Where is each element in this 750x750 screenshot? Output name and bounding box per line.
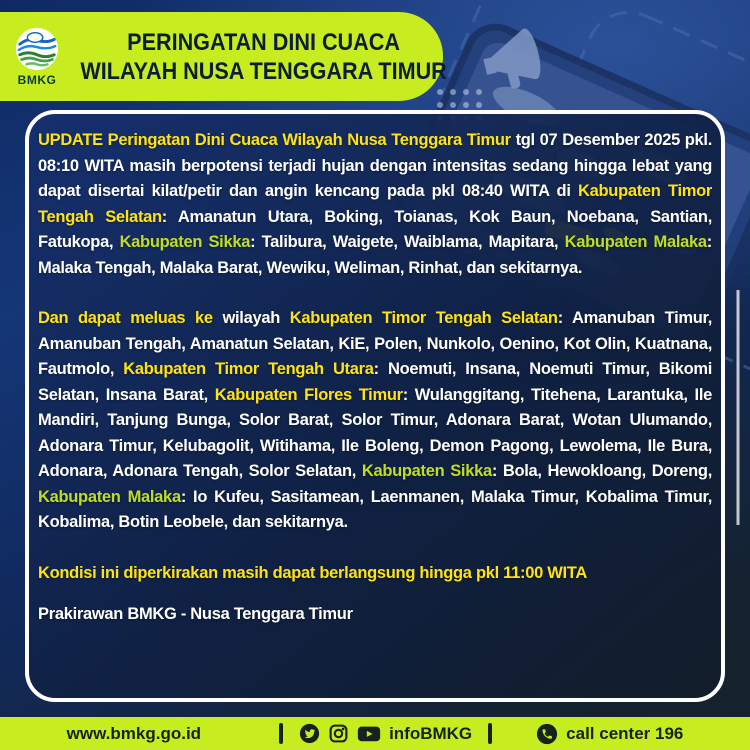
- website-link: www.bmkg.go.id: [66, 723, 202, 743]
- text-segment-white: : Wulanggitang, Titehena, Larantuka, Ile Mandiri, Tanjung Bunga, Solor Barat, Solor Timur, Adonara Barat, Wotan Ulumando, Adonara Timur, Kelubagolit, Witihama, Ile Boleng, Demon Pagong, Lewolema, Ile Bura, Adonara, Adonara Tengah, Solor Selatan,: [38, 385, 712, 480]
- warning-content-box: [25, 110, 725, 702]
- banner-title: [80, 28, 446, 86]
- phone-icon: [536, 723, 558, 745]
- footer-bar: [0, 717, 750, 750]
- text-segment-yellow: Kabupaten Timor Tengah Selatan: [38, 182, 712, 226]
- twitter-icon: [299, 723, 320, 744]
- validity-note: [38, 561, 712, 587]
- text-segment-white: : Amanuban Timur, Amanuban Tengah, Amanatun Selatan, KiE, Polen, Nunkolo, Oenino, Kot Olin, Kuatnana, Fautmolo,: [38, 309, 713, 378]
- youtube-icon: [357, 723, 381, 744]
- text-segment-yellow: Kabupaten Timor Tengah Selatan: [289, 309, 558, 327]
- text-segment-white: : Amanatun Utara, Boking, Toianas, Kok Baun, Noebana, Santian, Fatukopa,: [38, 207, 712, 251]
- text-segment-white: wilayah: [222, 309, 290, 327]
- footer-separator: [488, 723, 492, 744]
- text-segment-green: Kabupaten Sikka: [119, 233, 251, 251]
- text-segment-white: : Malaka Tengah, Malaka Barat, Wewiku, Weliman, Rinhat, dan sekitarnya.: [38, 233, 712, 277]
- text-segment-yellow: Kabupaten Timor Tengah Utara: [123, 360, 374, 378]
- forecaster-signature: [38, 602, 712, 628]
- text-segment-white: : Io Kufeu, Sasitamean, Laenmanen, Malaka Timur, Kobalima Timur, Kobalima, Botin Leobele, dan sekitarnya.: [38, 487, 713, 531]
- header-banner: [0, 12, 447, 101]
- footer-separator: [279, 723, 283, 744]
- text-segment-white: : Talibura, Waigete, Waiblama, Mapitara,: [250, 233, 565, 251]
- instagram-icon: [328, 723, 349, 744]
- text-segment-yellow: UPDATE Peringatan Dini Cuaca Wilayah Nusa Tenggara Timur: [38, 131, 511, 149]
- social-media-group: [299, 723, 472, 744]
- call-center-label: call center 196: [566, 723, 684, 743]
- warning-paragraph-current: [38, 128, 712, 281]
- text-segment-white: tgl 07 Desember 2025 pkl. 08:10 WITA masih berpotensi terjadi hujan dengan intensitas sedang hingga lebat yang dapat disertai kilat/petir dan angin kencang pada pkl 08:40 WITA di: [38, 131, 712, 200]
- text-segment-yellow: Dan dapat meluas ke: [38, 309, 223, 327]
- text-segment-yellow: Kabupaten Flores Timur: [214, 385, 403, 404]
- text-segment-white: : Noemuti, Insana, Noemuti Timur, Bikomi Selatan, Insana Barat,: [38, 360, 713, 404]
- social-handle-label: infoBMKG: [389, 723, 473, 743]
- bmkg-logo-label: BMKG: [17, 73, 57, 87]
- bmkg-logo-icon: [14, 26, 60, 72]
- bmkg-logo: [14, 26, 60, 87]
- banner-title-line2: WILAYAH NUSA TENGGARA TIMUR: [80, 57, 447, 85]
- text-segment-green: Kabupaten Sikka: [361, 462, 492, 480]
- text-segment-white: : Bola, Hewokloang, Doreng,: [491, 462, 712, 480]
- text-segment-green: Kabupaten Malaka: [564, 233, 707, 251]
- text-segment-white: Prakirawan BMKG - Nusa Tenggara Timur: [38, 605, 353, 623]
- call-center-group: [536, 723, 683, 745]
- warning-paragraph-expansion: [38, 306, 712, 536]
- banner-title-line1: PERINGATAN DINI CUACA: [127, 28, 400, 56]
- text-segment-yellow: Kondisi ini diperkirakan masih dapat berlangsung hingga pkl 11:00 WITA: [38, 563, 587, 582]
- text-segment-green: Kabupaten Malaka: [38, 487, 181, 506]
